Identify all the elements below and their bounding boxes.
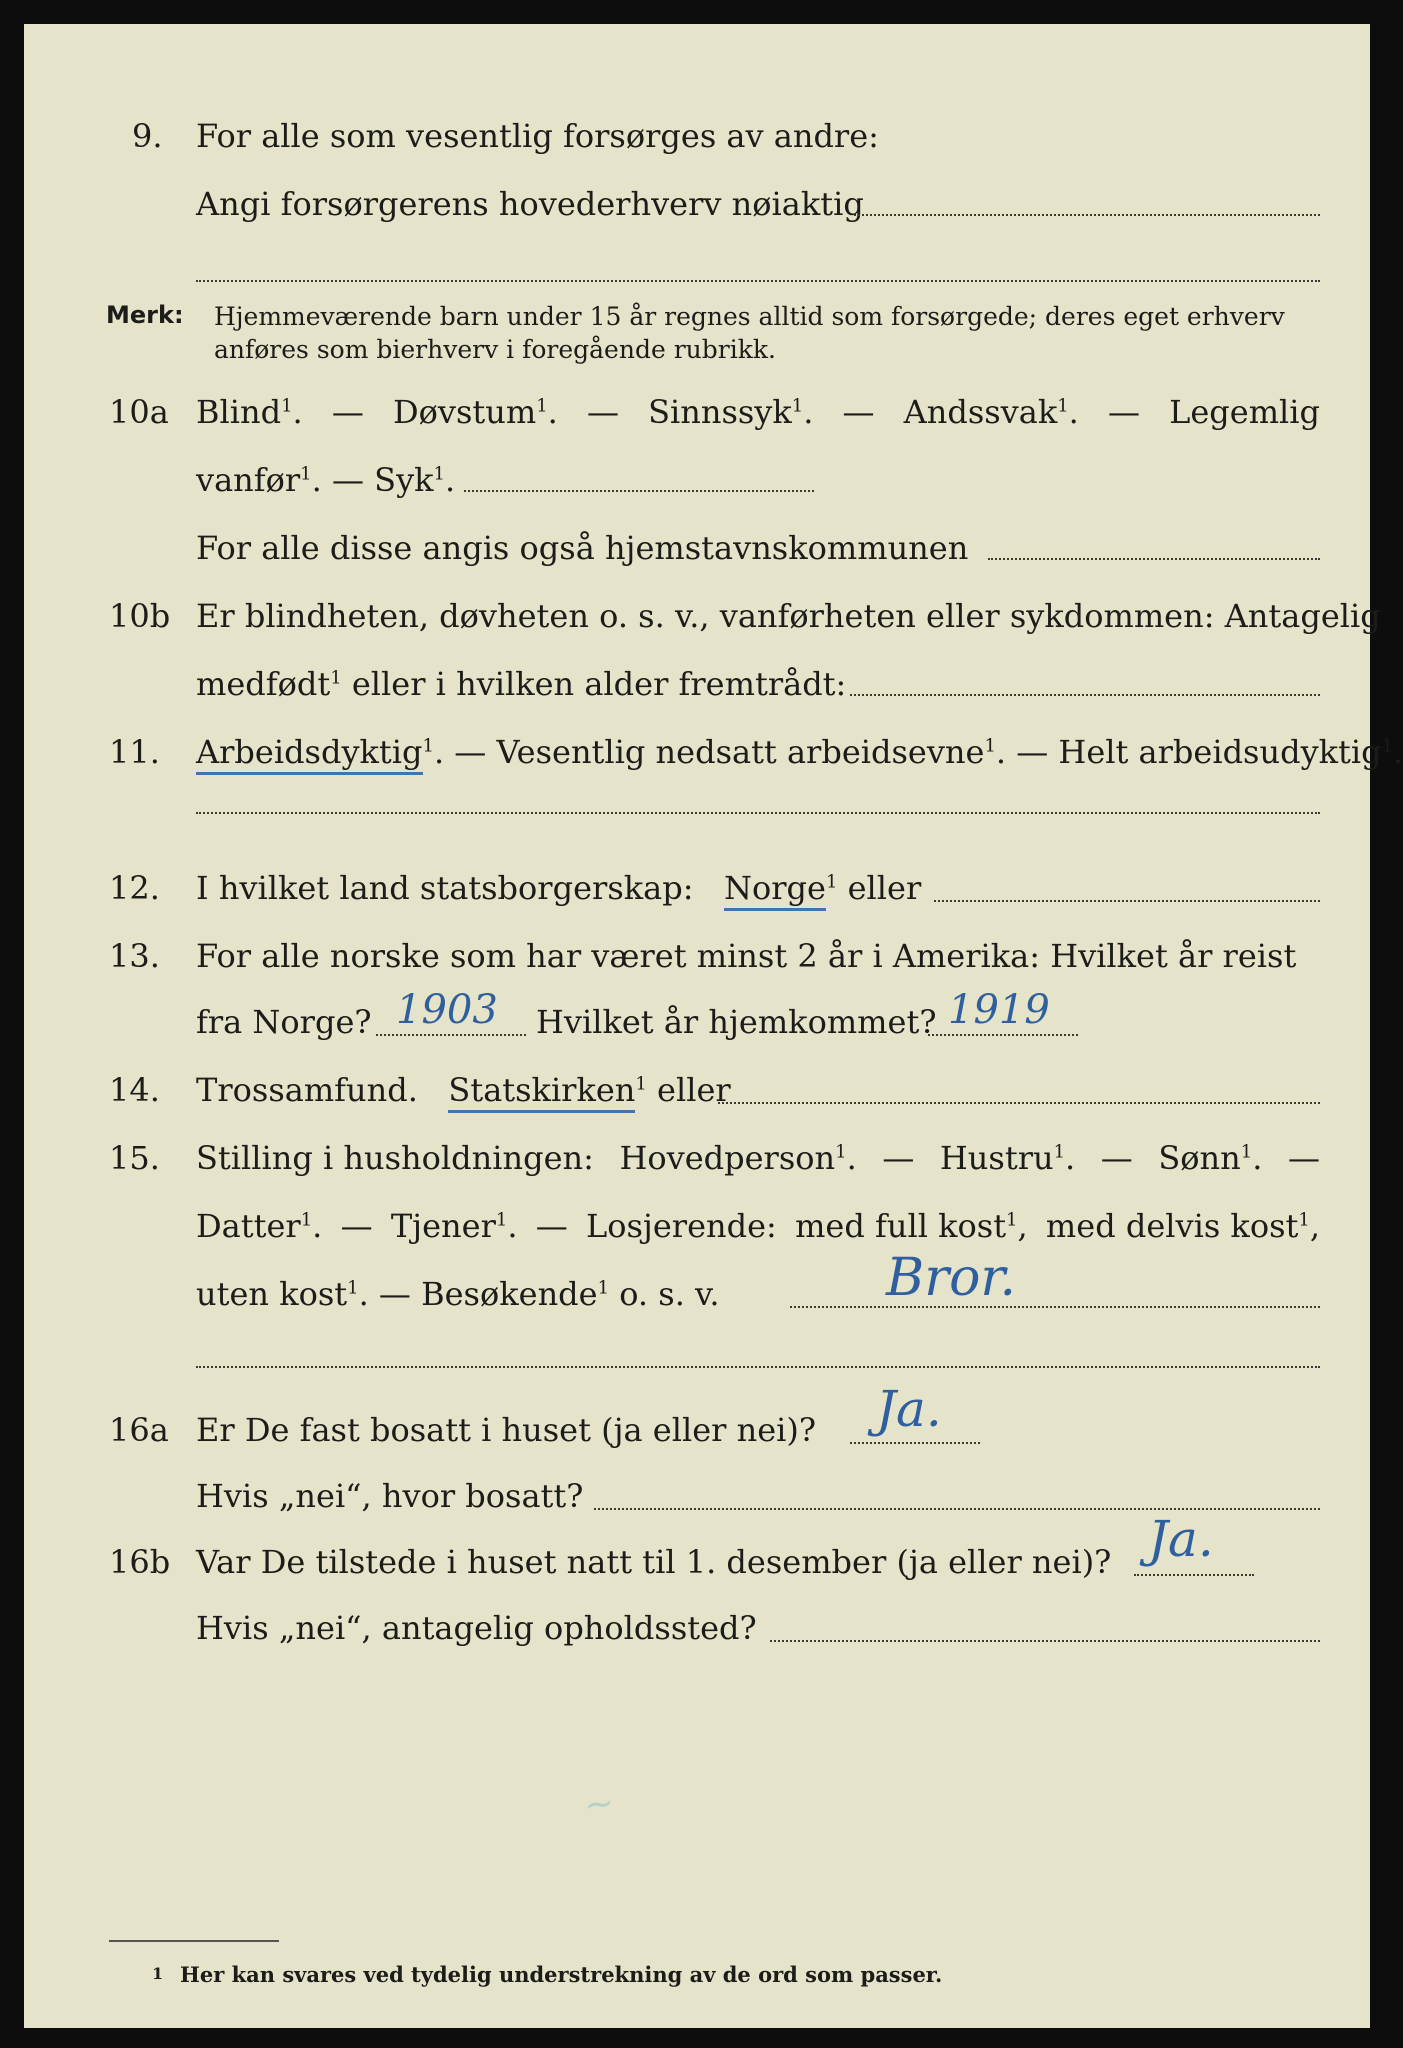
q14-question: Trossamfund. Statskirken$^1$ eller	[196, 1074, 731, 1106]
q10a-opt-sinnssyk: Sinnssyk$^1$.	[648, 393, 814, 431]
q13-hjem-answer: 1919	[948, 987, 1050, 1033]
q9-answer-line-2	[196, 280, 1320, 282]
q12-answer-line	[934, 900, 1320, 902]
q10b-line1: Er blindheten, døvheten o. s. v., vanførheten eller sykdommen: Antagelig	[196, 597, 1381, 635]
q15-opt-hustru: Hustru$^1$.	[939, 1139, 1076, 1177]
q16a-question: Er De fast bosatt i huset (ja eller nei)?	[196, 1411, 817, 1449]
q15-opt-full-kost: med full kost$^1$,	[795, 1207, 1028, 1245]
q10a-line2: vanfør$^1$. — Syk$^1$.	[196, 461, 456, 499]
q16b-question: Var De tilstede i huset natt til 1. desember (ja eller nei)?	[196, 1543, 1112, 1581]
q12-number: 12.	[109, 869, 160, 907]
q14-opt-statskirken-underlined: Statskirken	[448, 1071, 635, 1113]
q10a-answer-line	[464, 490, 814, 492]
q13-reist-answer: 1903	[396, 987, 498, 1033]
q16b-opholdssted-line	[770, 1640, 1320, 1642]
q16a-answer: Ja.	[876, 1380, 942, 1438]
q12-opt-norge-underlined: Norge	[724, 869, 826, 911]
footnote-mark: 1	[152, 1964, 164, 1983]
q13-hjem-label: Hvilket år hjemkommet?	[536, 1003, 937, 1041]
q15-answer-line	[790, 1306, 1320, 1308]
q14-answer-line	[718, 1102, 1320, 1104]
q15-opt-hovedperson: Hovedperson$^1$.	[619, 1139, 857, 1177]
q15-number: 15.	[109, 1139, 160, 1177]
q10b-answer-line	[850, 694, 1320, 696]
q9-number: 9.	[132, 117, 163, 155]
q14-number: 14.	[109, 1071, 160, 1109]
q9-answer-line	[854, 214, 1320, 216]
q15-answer: Bror.	[886, 1248, 1017, 1308]
q10b-number: 10b	[109, 597, 171, 635]
q13-hjem-line	[928, 1034, 1078, 1036]
q15-line1: Stilling i husholdningen: Hovedperson$^1$. — Hustru$^1$. — Sønn$^1$. —	[196, 1139, 1320, 1177]
q16a-answer-line	[850, 1442, 980, 1444]
bleed-through-mark: ~	[581, 1782, 617, 1827]
q13-number: 13.	[109, 937, 160, 975]
footnote-rule	[109, 1940, 279, 1942]
q13-reist-label: fra Norge?	[196, 1003, 372, 1041]
q11-opt-arbeidsdyktig-underlined: Arbeidsdyktig	[196, 733, 423, 775]
census-form-page	[24, 24, 1403, 2028]
q11-answer-line	[196, 812, 1320, 814]
merk-text-1: Hjemmeværende barn under 15 år regnes alltid som forsørgede; deres eget erhverv	[214, 302, 1285, 331]
q15-answer-line-2	[196, 1366, 1320, 1368]
merk-text-2: anføres som bierhverv i foregående rubrikk.	[214, 335, 776, 364]
q10a-opt-blind: Blind$^1$.	[196, 393, 303, 431]
q15-line3: uten kost$^1$. — Besøkende$^1$ o. s. v.	[196, 1275, 720, 1313]
q10a-line3: For alle disse angis også hjemstavnskommunen	[196, 529, 969, 567]
q15-opt-delvis-kost: med delvis kost$^1$,	[1045, 1207, 1320, 1245]
q12-question: I hvilket land statsborgerskap: Norge$^1$ eller	[196, 872, 921, 904]
q11-number: 11.	[109, 733, 160, 771]
q16b-answer-line	[1134, 1574, 1254, 1576]
q16a-number: 16a	[109, 1411, 169, 1449]
q16a-subquestion: Hvis „nei“, hvor bosatt?	[196, 1477, 584, 1515]
q11-options: Arbeidsdyktig$^1$. — Vesentlig nedsatt arbeidsevne$^1$. — Helt arbeidsudyktig$^1$.	[196, 736, 1403, 768]
q9-subquestion: Angi forsørgerens hovederhverv nøiaktig	[196, 185, 864, 223]
merk-label: Merk:	[106, 301, 184, 329]
footnote-text: Her kan svares ved tydelig understrekning av de ord som passer.	[180, 1962, 943, 1987]
q10b-line2: medfødt$^1$ eller i hvilken alder fremtrådt:	[196, 665, 847, 703]
q9-question: For alle som vesentlig forsørges av andre:	[196, 117, 879, 155]
q10a-opt-legemlig: Legemlig	[1169, 393, 1320, 431]
q10a-number: 10a	[109, 393, 169, 431]
q15-line2: Datter$^1$. — Tjener$^1$. — Losjerende: med full kost$^1$, med delvis kost$^1$,	[196, 1207, 1320, 1245]
q15-opt-sonn: Sønn$^1$.	[1158, 1139, 1263, 1177]
q15-opt-datter: Datter$^1$.	[196, 1207, 323, 1245]
q15-opt-tjener: Tjener$^1$.	[390, 1207, 518, 1245]
q10a-opt-dovstum: Døvstum$^1$.	[392, 393, 558, 431]
q10a-options: Blind$^1$. — Døvstum$^1$. — Sinnssyk$^1$. — Andssvak$^1$. — Legemlig	[196, 393, 1320, 431]
q13-reist-line	[376, 1034, 526, 1036]
q16b-answer: Ja.	[1148, 1510, 1214, 1568]
q13-line1: For alle norske som har været minst 2 år i Amerika: Hvilket år reist	[196, 937, 1297, 975]
q16b-subquestion: Hvis „nei“, antagelig opholdssted?	[196, 1609, 757, 1647]
q16b-number: 16b	[109, 1543, 171, 1581]
q10a-hjemstavn-line	[988, 558, 1320, 560]
q10a-opt-andssvak: Andssvak$^1$.	[903, 393, 1079, 431]
